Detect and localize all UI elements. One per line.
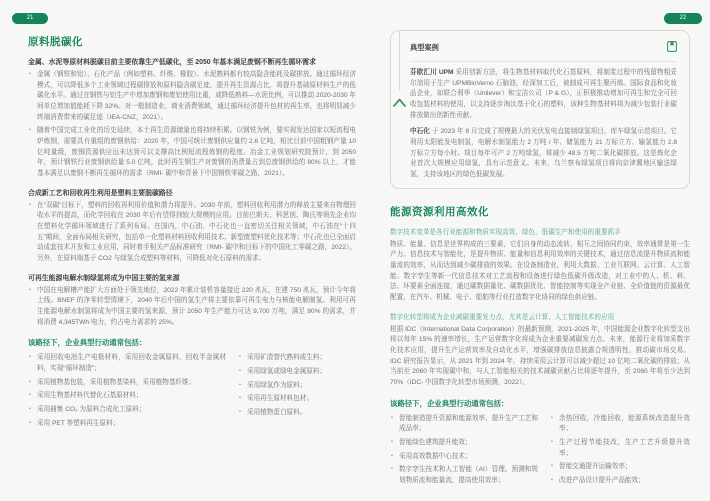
actions-column-1 [390, 414, 538, 490]
action-item: • 采用再生原材料包材； [238, 394, 356, 405]
case-paragraph-sinopec [410, 127, 677, 180]
bullet-paragraph: • 中国在电解槽产能扩大方面处于领先地位，2022 年累计装机容量接近 220 兆瓦，在建 750 兆瓦，预计今年将上线。BNEF 的净零转型情境下，2040 年后中国的氢生产将主要依靠可再生电力与核能电解制氢。利用可再生能源电解水制氢将成为中国主要的氢来源，预计 2050 年生产能力可达 9,700 万吨，满足 90% 的需求，并将消费 4,345TWh 电力，约占电力需求的 25%。 [28, 286, 356, 329]
bullet-paragraph: • 随着中国完成工业化的历史延续，本土再生资源储量也将持续积累。以钢铁为例，要实现发达国家以短流程电炉炼钢，需要具有重组的废钢供给：2020 年，中国可统计废钢供应量约 2.6 亿吨，相比目前中国粗钢产量 10 亿吨量级，废钢资源供应远未达到可以支撑高比例短流程炼钢的程度。冶金工业规划研究院预计，到 2050 年，预计钢铁行业废钢供给量 5.0 亿吨，此时再生钢生产对废钢的消费量占到总废钢供给的 80% 以上，才能基本满足以废钢不断再生循环的需求（RMI- 碳中和背景下中国钢铁零碳之路，2021）。 [28, 126, 356, 179]
action-item: • 采用回收电池生产电极材料，采用回收金属原料，回收半金属材料，实现“循环制造”； [28, 353, 226, 374]
actions-column-2 [238, 353, 356, 432]
action-item: • 采用 PET 等塑料再生原料； [28, 419, 226, 430]
page-number-badge-left: 21 [12, 13, 48, 24]
subheading-metals-cement: 金属、水泥等原材料脱碳目前主要依靠生产低碳化，至 2050 年基本满足废钢不断再生循环需求 [28, 59, 316, 66]
case-box-title: 典型案例 [410, 43, 439, 52]
action-item: • 采用植物蛋白原料。 [238, 408, 356, 419]
gutter-line [399, 31, 400, 91]
actions-column-1 [28, 353, 226, 432]
green-subheading-digital-tech: 数字技术变革是各行业能源和物质实现高效、绿色、低碳生产和使用的重要抓手 [390, 228, 621, 236]
case-box-content [408, 31, 689, 188]
case-box-gutter [391, 31, 408, 188]
action-item: • 采用矿渣替代熟料或生料； [238, 353, 356, 364]
action-item: • 改进产品设计提升产品能效； [550, 476, 690, 487]
bullet-paragraph: • 金属（钢铁和铝）、石化产品（例如塑料、纤维、橡胶）、水泥熟料都有较高隐含能耗及碳排放。通过循环经济模式，可以降低多个工业领域过程碳排放和原料隐含碳足迹，提升再生资源占比，将提升基础原材料生产的低碳化水平。通过在钢铁与铝生产中增加废钢和废铝使用比重，或降低熟料—水泥比例，可以推动 2020-2030 年间单位增加值能耗下降 32%。对一般制造业、商业消费领域，通过循环经济提升包材的再生率，也将明显减少终端消费带来的碳足迹（IEA-CNZ，2021）。 [28, 70, 356, 123]
action-item: • 余热回收，冷能回收，能源系统改造提升效率； [550, 414, 690, 435]
action-item: • 采用绿氢或绿电金属原料； [238, 367, 356, 378]
action-item: • 智能绿色建筑提升能效； [390, 438, 538, 449]
section-title-raw-material-decarbonization: 原料脱碳化 [28, 36, 83, 48]
bullet-list [28, 286, 356, 329]
right-page [390, 30, 690, 492]
subheading-green-hydrogen: 可再生能源电解水制绿氢将成为中国主要的氢来源 [28, 274, 180, 282]
action-item: • 数字孪生技术和人工智能（AI）管理、预测和规划物质流和能量流，提高使用效率； [390, 465, 538, 486]
typical-actions-heading: 该路径下，企业典型行动通常包括： [28, 338, 147, 348]
action-item: • 采用捕集 CO₂ 为原料合成化工原料； [28, 405, 226, 416]
bullet-list [28, 70, 356, 180]
action-item: • 采用生物基材料代替化石基原材料； [28, 391, 226, 402]
case-study-box [390, 30, 690, 189]
left-page [28, 34, 356, 434]
action-item: • 采用高效数据中心技术； [390, 452, 538, 463]
case-box-header [410, 39, 677, 62]
actions-column-2 [550, 414, 690, 490]
subheading-plastics-recycling: 合成新工艺和回收再生利用是塑料主要脱碳路径 [28, 189, 173, 197]
bullet-list [28, 201, 356, 265]
case-text: 于 2023 年 8 月完成了规模最大的光伏发电直接制绿氢项目，库车绿氢示范项目。它利用太阳能发电制氢，电解水制氢能力 2 万吨 / 年、储氢能力 21 万标立方、输氢能力 2.8 万标立方每小时。项目每年可产 2 万吨绿氢，将减少 48.5 万吨二氧化碳排放。这是炼化企业首次大规模应用绿氢，具有示范意义。未来，乌兰察布绿氢项目将向京津冀地区输送绿氢，支持该地区的绿色低碳发展。 [410, 128, 677, 179]
actions-columns [28, 353, 356, 434]
action-item: • 采用绿氢作为原料； [238, 381, 356, 392]
page-number-badge-right: 22 [664, 13, 702, 24]
case-company-name: 芬欧汇川 UPM [410, 69, 454, 76]
case-company-name: 中石化 [410, 128, 430, 136]
action-item: • 生产过程节能技改，生产工艺升级提升效率； [550, 438, 690, 459]
actions-columns [390, 414, 690, 492]
typical-actions-heading: 该路径下，企业典型行动通常包括： [390, 398, 509, 408]
action-item: • 智能交通提升运输效率； [550, 462, 690, 473]
paragraph: 物质、能量、信息是世界构成的三要素，它们自身的动态流转，相互之间协同约束，效率通常是第一生产力。信息技术与智能化，是提升物质、能量和信息利用效率的关键技术，通过信息流提升物质流和能量流的效率，从而达到减少碳排放的效果。在设备制造业，利用大数据、工业互联网、云计算、人工智能、数字孪生等新一代信息技术对工艺流程和设备进行绿色低碳升级改造，对工业中的人、机、料、法、环要素全面连接，通过碳数据量化、碳数据优化、智能控制等实现全产业链、全价值链的资源最优配置，在汽车、机械、电子、船舶等行业打造数字化协同的绿色供应链。 [390, 240, 690, 302]
action-item: • 智能制造提升资源和能源效率，提升生产工艺和成品率； [390, 414, 538, 435]
case-text: 采用创新方法，将生物基材料取代化石基原料，将制浆过程中的残留物粗妥尔油用于生产 UPMBioVerno 石脑油，经深加工后，被制成可再生聚丙烯。国际食品和化妆品企业，如联合利华（Unilever）和宝洁公司（P & G），正积极推动增加可再生和完全可回收包装材料的使用，以支持逐步淘汰基于化石的塑料，该种生物基材料将为减少包装行业碳排放做出创新性贡献。 [410, 69, 678, 119]
action-item: • 采用植物基包装，采用植物基染料，采用植物基纤维； [28, 378, 226, 389]
green-subheading-digital-transformation: 数字化转型将成为企业减碳重要发力点，尤其是云计算、人工智能技术的应用 [390, 313, 615, 321]
paragraph: 根据 IDC（International Data Corporation）的最新预测，2021-2025 年，中国能源企业数字化转型支出将以每年 15% 的速率增长，生产运营数字化将成为企业重要减碳发力点。未来，能源行业将加采数字化技术应用，提升生产运营效率及自动化水平，增强碳排放信息披露合规透明性，推动碳市场交易。IDC 研究报告显示，从 2021 年到 2024 年，持续采用云计算可以减少超过 10 亿吨二氧化碳的排放；从当前至 2060 年实现碳中和，与人工智能相关的技术减碳贡献占比将逐年提升，至 2060 年将至少达到 70%（IDC- 中国数字化转型市场预测，2022）。 [390, 325, 690, 387]
case-paragraph-upm [410, 68, 677, 121]
bullet-paragraph: • 在“双碳”目标下，塑料的回收再利用价值和潜力将提升。2030 年前，塑料回收利用潜力的释放主要来自物理回收水平的提高，而化学回收在 2030 年后有望得到较大规模的应用。目前巴斯夫、科思创、陶氏等领先企业均在塑料化学循环领域进行了系列布局。在国内，中石油、中石化也一直密切关注相关领域，中石油在“十四五”期间，全面布局相关研究，包括单一化塑料材料回收利用技术、新型废塑料优化技术等；中石化也已全面启动成套技术开发和工业应用，同时着手相关产品标准研究（RMI- 碳中和目标下的中国化工零碳之路，2022）。另外，在原料端基于 CO2 与绿氢合成塑料等材料，可降低对化石原料的需求。 [28, 201, 356, 265]
bookmark-icon [667, 39, 677, 57]
chevron-up-icon [393, 94, 406, 112]
section-title-energy-efficiency: 能源资源利用高效化 [390, 205, 489, 218]
